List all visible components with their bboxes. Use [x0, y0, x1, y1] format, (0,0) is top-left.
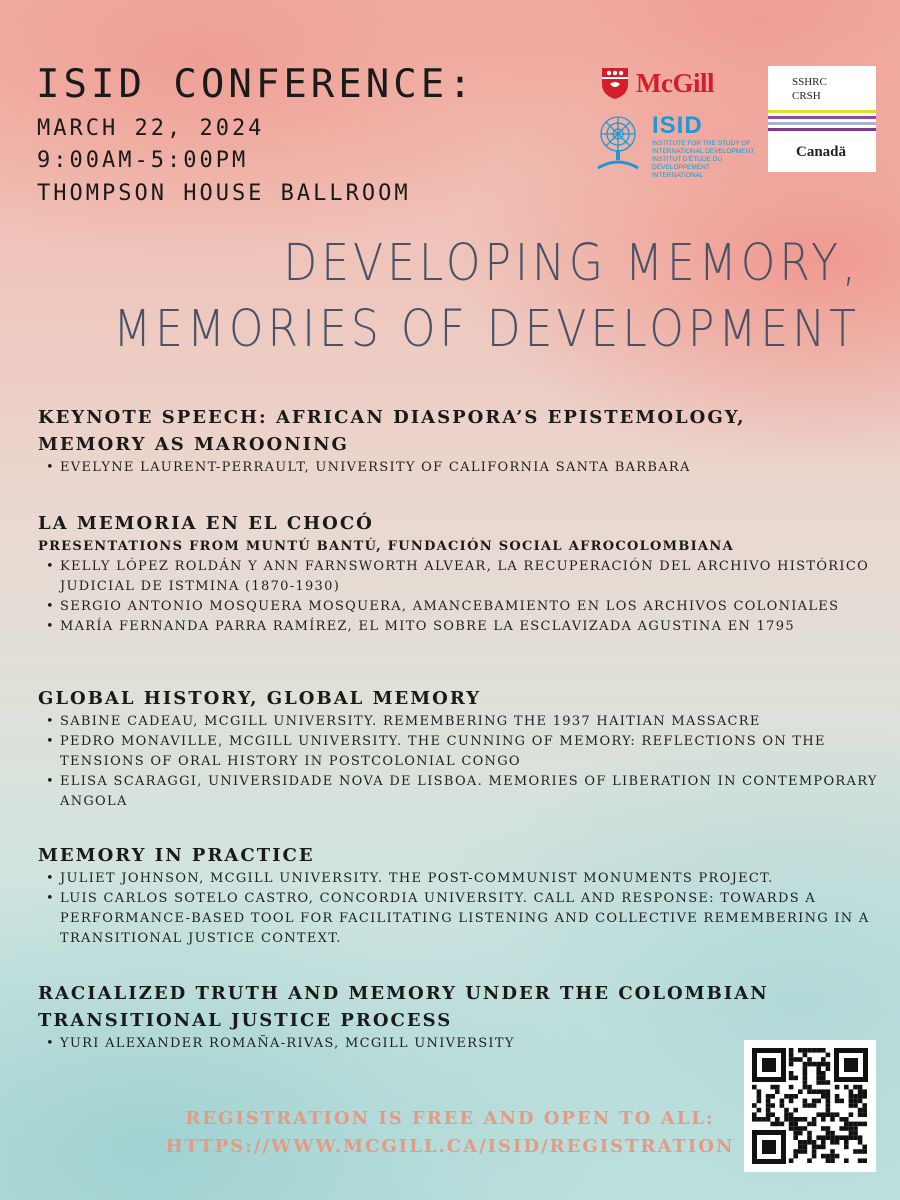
qr-module	[849, 1112, 854, 1117]
qr-module	[757, 1099, 762, 1104]
qr-module	[766, 1103, 771, 1108]
section-heading: RACIALIZED TRUTH AND MEMORY UNDER THE COLOMBIAN	[38, 983, 769, 1004]
qr-module	[803, 1140, 808, 1145]
qr-module	[858, 1094, 863, 1099]
qr-module	[803, 1053, 808, 1058]
mcgill-logo	[600, 66, 714, 100]
list-item: • JULIET JOHNSON, MCGILL UNIVERSITY. THE POST-COMMUNIST MONUMENTS PROJECT.	[46, 869, 878, 889]
qr-module	[775, 1117, 780, 1122]
qr-module	[793, 1122, 798, 1127]
qr-module	[789, 1076, 794, 1081]
qr-module	[798, 1117, 803, 1122]
main-title-line2: MEMORIES OF DEVELOPMENT	[113, 300, 860, 359]
canada-wordmark: Canadä	[796, 144, 847, 160]
qr-module	[826, 1080, 831, 1085]
qr-module	[844, 1145, 849, 1150]
qr-module	[798, 1131, 803, 1136]
qr-module	[798, 1140, 803, 1145]
qr-module	[853, 1135, 858, 1140]
qr-module	[844, 1158, 849, 1163]
list-item: • KELLY LÓPEZ ROLDÁN Y ANN FARNSWORTH ALVEAR, LA RECUPERACIÓN DEL ARCHIVO HISTÓRICO JUDICIAL DE ISTMINA (1870-1930)	[46, 557, 878, 597]
qr-module	[780, 1122, 785, 1127]
qr-module	[835, 1135, 840, 1140]
qr-module	[844, 1135, 849, 1140]
qr-module	[826, 1099, 831, 1104]
qr-module	[789, 1062, 794, 1067]
qr-module	[830, 1131, 835, 1136]
qr-module	[803, 1126, 808, 1131]
qr-module	[821, 1135, 826, 1140]
qr-module	[807, 1140, 812, 1145]
isid-wordmark: ISID	[652, 112, 703, 139]
qr-module	[858, 1089, 863, 1094]
qr-module	[807, 1048, 812, 1053]
qr-module	[816, 1080, 821, 1085]
qr-module	[775, 1122, 780, 1127]
qr-module	[807, 1062, 812, 1067]
purple-stripe	[768, 116, 876, 119]
qr-module	[812, 1140, 817, 1145]
qr-module	[830, 1140, 835, 1145]
qr-module	[789, 1122, 794, 1127]
qr-module	[757, 1089, 762, 1094]
qr-module	[803, 1062, 808, 1067]
qr-module	[803, 1071, 808, 1076]
qr-module	[821, 1145, 826, 1150]
conference-title: ISID CONFERENCE:	[36, 62, 476, 107]
qr-module	[821, 1112, 826, 1117]
qr-module	[789, 1158, 794, 1163]
qr-module	[816, 1066, 821, 1071]
qr-module	[826, 1094, 831, 1099]
qr-module	[858, 1108, 863, 1113]
qr-module	[798, 1145, 803, 1150]
section-subheading: PRESENTATIONS FROM MUNTÚ BANTÚ, FUNDACIÓN SOCIAL AFROCOLOMBIANA	[38, 539, 734, 554]
qr-module	[752, 1085, 757, 1090]
qr-module	[849, 1094, 854, 1099]
qr-module	[853, 1103, 858, 1108]
qr-module	[826, 1131, 831, 1136]
qr-module	[821, 1126, 826, 1131]
qr-module	[789, 1048, 794, 1053]
qr-module	[830, 1149, 835, 1154]
qr-module	[780, 1099, 785, 1104]
qr-module	[766, 1112, 771, 1117]
yellow-stripe	[768, 110, 876, 113]
qr-module	[826, 1066, 831, 1071]
qr-module	[862, 1108, 867, 1113]
qr-module	[830, 1135, 835, 1140]
qr-module	[803, 1145, 808, 1150]
mcgill-wordmark: McGill	[636, 67, 714, 98]
qr-module	[812, 1122, 817, 1127]
qr-module	[784, 1112, 789, 1117]
list-item: • LUIS CARLOS SOTELO CASTRO, CONCORDIA UNIVERSITY. CALL AND RESPONSE: TOWARDS A PERFORMANCE-BASED TOOL FOR FACILITATING LISTENING AND COLLECTIVE REMEMBERING IN A TRANSITIONAL JUSTICE CONTEXT.	[46, 889, 878, 949]
qr-module	[862, 1149, 867, 1154]
qr-module	[793, 1131, 798, 1136]
qr-module	[839, 1126, 844, 1131]
qr-module	[789, 1071, 794, 1076]
qr-module	[789, 1117, 794, 1122]
qr-module	[816, 1145, 821, 1150]
qr-module	[812, 1103, 817, 1108]
qr-module	[821, 1140, 826, 1145]
crsh-label: CRSH	[792, 90, 821, 102]
qr-module	[807, 1122, 812, 1127]
qr-module	[789, 1112, 794, 1117]
qr-module	[812, 1154, 817, 1159]
qr-module	[858, 1158, 863, 1163]
qr-module	[835, 1140, 840, 1145]
qr-module	[826, 1103, 831, 1108]
qr-module	[803, 1066, 808, 1071]
qr-module	[844, 1085, 849, 1090]
section-choco	[38, 510, 878, 637]
isid-name-fr: INSTITUT D'ÉTUDE DU DÉVELOPPEMENT INTERNATIONAL	[652, 156, 723, 179]
qr-module	[816, 1048, 821, 1053]
qr-module	[789, 1057, 794, 1062]
qr-module	[752, 1117, 757, 1122]
qr-module	[752, 1103, 757, 1108]
section-heading: MEMORY AS MAROONING	[38, 434, 349, 455]
qr-module	[853, 1099, 858, 1104]
qr-module	[793, 1135, 798, 1140]
qr-module	[835, 1099, 840, 1104]
qr-module	[807, 1158, 812, 1163]
qr-module	[816, 1062, 821, 1067]
qr-module	[849, 1135, 854, 1140]
qr-module	[798, 1089, 803, 1094]
qr-module	[853, 1126, 858, 1131]
qr-module	[830, 1112, 835, 1117]
qr-module	[862, 1112, 867, 1117]
qr-module	[853, 1122, 858, 1127]
main-title-line1: DEVELOPING MEMORY,	[283, 234, 860, 293]
qr-module	[793, 1076, 798, 1081]
qr-module	[821, 1048, 826, 1053]
qr-module	[862, 1158, 867, 1163]
qr-module	[849, 1099, 854, 1104]
qr-module	[858, 1099, 863, 1104]
qr-module	[862, 1094, 867, 1099]
qr-module	[858, 1140, 863, 1145]
qr-module	[807, 1103, 812, 1108]
list-item: • YURI ALEXANDER ROMAÑA-RIVAS, MCGILL UNIVERSITY	[46, 1034, 878, 1054]
qr-module	[798, 1149, 803, 1154]
qr-module	[844, 1140, 849, 1145]
qr-module	[761, 1117, 766, 1122]
qr-code-icon	[744, 1040, 876, 1172]
qr-module	[812, 1117, 817, 1122]
isid-full-name	[652, 140, 762, 180]
registration-text: REGISTRATION IS FREE AND OPEN TO ALL:	[185, 1108, 715, 1129]
qr-module	[821, 1076, 826, 1081]
section-heading: GLOBAL HISTORY, GLOBAL MEMORY	[38, 688, 482, 709]
qr-module	[775, 1085, 780, 1090]
isid-name-en: INSTITUTE FOR THE STUDY OF INTERNATIONAL DEVELOPMENT	[652, 140, 755, 155]
qr-module	[812, 1089, 817, 1094]
qr-module	[812, 1099, 817, 1104]
qr-module	[853, 1085, 858, 1090]
qr-module	[849, 1126, 854, 1131]
qr-module	[784, 1108, 789, 1113]
list-item: • SERGIO ANTONIO MOSQUERA MOSQUERA, AMANCEBAMIENTO EN LOS ARCHIVOS COLONIALES	[46, 597, 878, 617]
qr-module	[821, 1071, 826, 1076]
qr-module	[803, 1085, 808, 1090]
qr-module	[780, 1103, 785, 1108]
section-heading: LA MEMORIA EN EL CHOCÓ	[38, 513, 374, 534]
qr-module	[757, 1117, 762, 1122]
qr-module	[816, 1099, 821, 1104]
qr-module	[793, 1094, 798, 1099]
qr-module	[803, 1103, 808, 1108]
violet-stripe	[768, 128, 876, 131]
qr-module	[816, 1076, 821, 1081]
qr-module	[793, 1126, 798, 1131]
qr-module	[844, 1117, 849, 1122]
qr-module	[812, 1048, 817, 1053]
registration-url[interactable]: HTTPS://WWW.MCGILL.CA/ISID/REGISTRATION	[165, 1136, 735, 1157]
qr-module	[816, 1135, 821, 1140]
qr-module	[816, 1089, 821, 1094]
qr-module	[821, 1154, 826, 1159]
qr-module	[862, 1145, 867, 1150]
qr-module	[839, 1099, 844, 1104]
section-memory-in-practice	[38, 842, 878, 949]
qr-module	[858, 1149, 863, 1154]
qr-module	[849, 1122, 854, 1127]
qr-module	[752, 1112, 757, 1117]
qr-module	[803, 1076, 808, 1081]
qr-module	[844, 1126, 849, 1131]
qr-module	[849, 1089, 854, 1094]
qr-module	[835, 1094, 840, 1099]
qr-module	[803, 1099, 808, 1104]
qr-module	[789, 1053, 794, 1058]
qr-module	[793, 1154, 798, 1159]
qr-module	[812, 1062, 817, 1067]
qr-module	[766, 1099, 771, 1104]
qr-module	[770, 1122, 775, 1127]
qr-module	[789, 1085, 794, 1090]
qr-module	[826, 1112, 831, 1117]
qr-module	[835, 1085, 840, 1090]
mcgill-crest-icon	[600, 66, 630, 100]
qr-module	[807, 1057, 812, 1062]
qr-module	[803, 1048, 808, 1053]
qr-module	[816, 1112, 821, 1117]
qr-module	[862, 1089, 867, 1094]
qr-module	[830, 1158, 835, 1163]
qr-module	[789, 1099, 794, 1104]
qr-module	[784, 1117, 789, 1122]
qr-module	[826, 1053, 831, 1058]
qr-module	[798, 1057, 803, 1062]
qr-module	[793, 1149, 798, 1154]
conference-time: 9:00AM-5:00PM	[37, 148, 249, 173]
qr-module	[770, 1085, 775, 1090]
qr-module	[835, 1154, 840, 1159]
qr-module	[766, 1108, 771, 1113]
qr-module	[830, 1117, 835, 1122]
section-keynote	[38, 404, 878, 478]
qr-module	[803, 1080, 808, 1085]
qr-module	[798, 1048, 803, 1053]
qr-module	[784, 1094, 789, 1099]
qr-module	[807, 1089, 812, 1094]
qr-module	[853, 1131, 858, 1136]
qr-module	[807, 1085, 812, 1090]
qr-module	[844, 1122, 849, 1127]
blue-stripe	[768, 122, 876, 125]
list-item: • MARÍA FERNANDA PARRA RAMÍREZ, EL MITO SOBRE LA ESCLAVIZADA AGUSTINA EN 1795	[46, 617, 878, 637]
qr-module	[821, 1080, 826, 1085]
qr-module	[826, 1158, 831, 1163]
qr-module	[830, 1154, 835, 1159]
qr-module	[839, 1135, 844, 1140]
qr-code[interactable]	[744, 1040, 876, 1172]
qr-module	[858, 1085, 863, 1090]
qr-module	[821, 1062, 826, 1067]
qr-module	[853, 1149, 858, 1154]
qr-module	[789, 1094, 794, 1099]
qr-module	[775, 1089, 780, 1094]
qr-module	[793, 1057, 798, 1062]
list-item: • SABINE CADEAU, MCGILL UNIVERSITY. REMEMBERING THE 1937 HAITIAN MASSACRE	[46, 712, 878, 732]
qr-module	[803, 1117, 808, 1122]
qr-module	[862, 1103, 867, 1108]
qr-module	[858, 1135, 863, 1140]
isid-tree-icon	[590, 112, 646, 176]
qr-module	[821, 1094, 826, 1099]
qr-module	[826, 1126, 831, 1131]
qr-module	[793, 1117, 798, 1122]
qr-module	[849, 1131, 854, 1136]
qr-module	[839, 1117, 844, 1122]
sshrc-logo	[768, 66, 876, 172]
conference-date: MARCH 22, 2024	[37, 116, 265, 141]
qr-module	[826, 1154, 831, 1159]
qr-module	[766, 1094, 771, 1099]
sshrc-label: SSHRC	[792, 76, 827, 88]
qr-module	[770, 1094, 775, 1099]
qr-module	[757, 1108, 762, 1113]
qr-module	[853, 1094, 858, 1099]
qr-module	[835, 1112, 840, 1117]
section-global-history	[38, 685, 878, 812]
conference-venue: THOMPSON HOUSE BALLROOM	[37, 181, 411, 206]
qr-module	[862, 1122, 867, 1127]
qr-module	[816, 1071, 821, 1076]
qr-module	[821, 1057, 826, 1062]
qr-module	[770, 1103, 775, 1108]
qr-module	[770, 1112, 775, 1117]
qr-module	[807, 1135, 812, 1140]
list-item: • ELISA SCARAGGI, UNIVERSIDADE NOVA DE LISBOA. MEMORIES OF LIBERATION IN CONTEMPORARY ANGOLA	[46, 772, 878, 812]
qr-module	[812, 1149, 817, 1154]
section-heading: TRANSITIONAL JUSTICE PROCESS	[38, 1010, 453, 1031]
list-item: • EVELYNE LAURENT-PERRAULT, UNIVERSITY OF CALIFORNIA SANTA BARBARA	[46, 458, 878, 478]
qr-module	[849, 1103, 854, 1108]
qr-module	[826, 1062, 831, 1067]
qr-module	[826, 1108, 831, 1113]
qr-module	[821, 1117, 826, 1122]
qr-module	[826, 1135, 831, 1140]
qr-module	[826, 1089, 831, 1094]
qr-module	[807, 1131, 812, 1136]
qr-module	[789, 1126, 794, 1131]
qr-module	[793, 1108, 798, 1113]
section-heading: MEMORY IN PRACTICE	[38, 845, 315, 866]
qr-module	[812, 1145, 817, 1150]
qr-module	[858, 1112, 863, 1117]
qr-module	[766, 1117, 771, 1122]
list-item: • PEDRO MONAVILLE, MCGILL UNIVERSITY. THE CUNNING OF MEMORY: REFLECTIONS ON THE TENSIONS OF ORAL HISTORY IN POSTCOLONIAL CONGO	[46, 732, 878, 772]
section-heading: KEYNOTE SPEECH: AFRICAN DIASPORA’S EPISTEMOLOGY,	[38, 407, 746, 428]
qr-module	[757, 1094, 762, 1099]
qr-module	[803, 1149, 808, 1154]
qr-module	[798, 1126, 803, 1131]
qr-module	[858, 1122, 863, 1127]
qr-module	[821, 1089, 826, 1094]
